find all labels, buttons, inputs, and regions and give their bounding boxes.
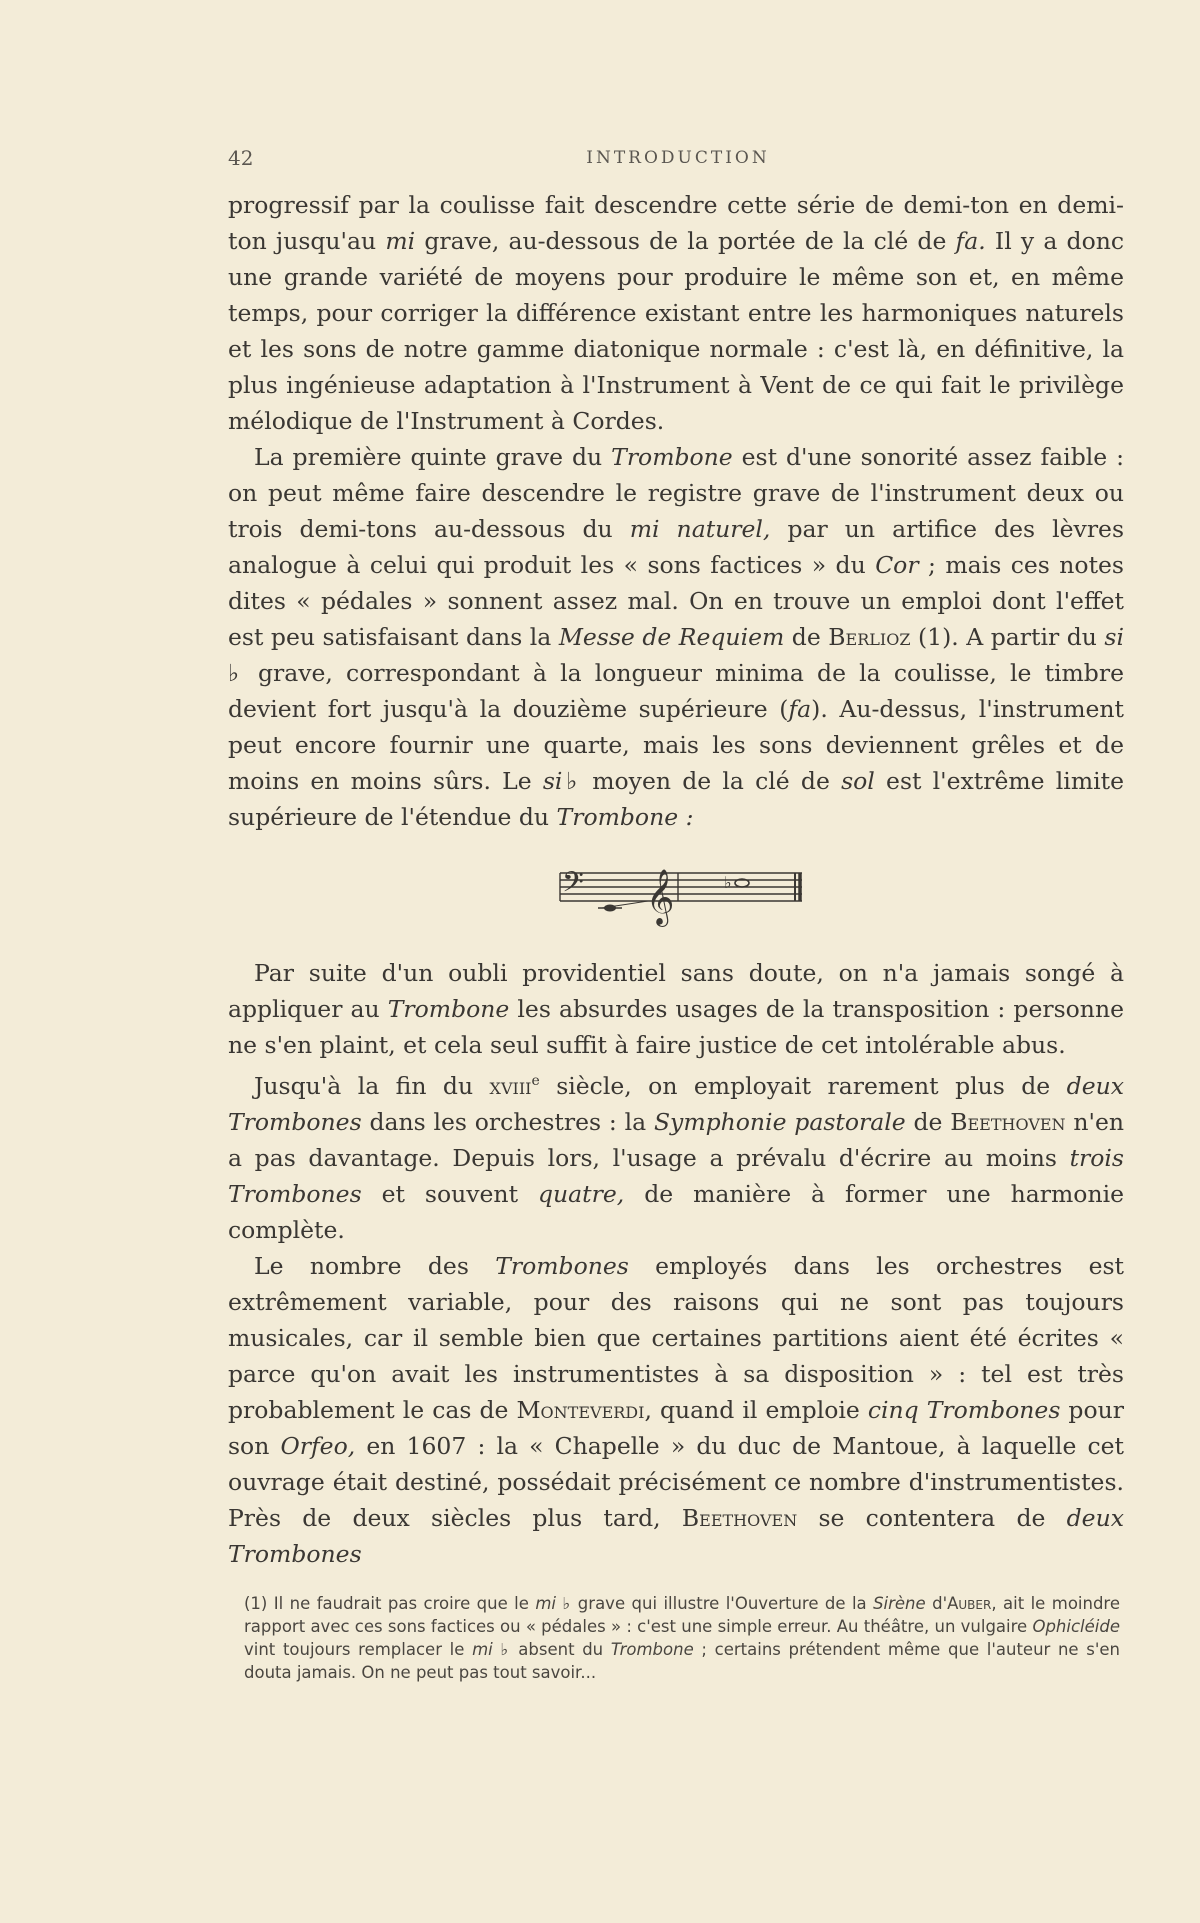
page-header — [228, 146, 1128, 176]
page-number: 42 — [228, 146, 254, 170]
running-title: INTRODUCTION — [586, 148, 770, 168]
paragraph-1: progressif par la coulisse fait descendre cette série de demi-ton en demi-ton jusqu'au mi grave, au-dessous de la portée de la clé de fa. Il y a donc une grande variété de moyens pour produire le même son et, en même temps, pour corriger la différence existant entre les harmoniques naturels et les sons de notre gamme diatonique normale : c'est là, en définitive, la plus ingénieuse adaptation à l'Instrument à Vent de ce qui fait le privilège mélodique de l'Instrument à Cordes. — [228, 191, 1125, 435]
musical-staff-icon — [540, 855, 810, 931]
paragraph-4: Jusqu'à la fin du xviii$^e$ siècle, on employait rarement plus de deux Trombones dans les orchestres : la Symphonie pastorale de Beethoven n'en a pas davantage. Depuis lors, l'usage a prévalu d'écrire au moins trois Trombones et souvent quatre, de manière à former une harmonie complète. — [228, 1071, 1125, 1244]
svg-text:𝄞: 𝄞 — [646, 869, 675, 925]
music-example — [228, 847, 1124, 941]
svg-text:♭: ♭ — [724, 873, 732, 892]
svg-text:𝄢: 𝄢 — [562, 866, 584, 906]
paragraph-5: Le nombre des Trombones employés dans les orchestres est extrêmement variable, pour des raisons qui ne sont pas toujours musicales, car il semble bien que certaines partitions aient été écrites « parce qu'on avait les instrumentistes à sa disposition » : tel est très probablement le cas de Monteverdi, quand il emploie cinq Trombones pour son Orfeo, en 1607 : la « Chapelle » du duc de Mantoue, à laquelle cet ouvrage était destiné, possédait précisément ce nombre d'instrumentistes. Près de deux siècles plus tard, Beethoven se contentera de deux Trombones — [228, 1251, 1124, 1568]
paragraph-3: Par suite d'un oubli providentiel sans doute, on n'a jamais songé à appliquer au Trombone les absurdes usages de la transposition : personne ne s'en plaint, et cela seul suffit à faire justice de cet intolérable abus. — [228, 959, 1124, 1059]
body-text — [228, 187, 1124, 1572]
footnote: (1) Il ne faudrait pas croire que le mi ♭ grave qui illustre l'Ouverture de la Sirène d'Auber, ait le moindre rapport avec ces sons factices ou « pédales » : c'est une simple erreur. Au théâtre, un vulgaire Ophicléide vint toujours remplacer le mi ♭ absent du Trombone ; certains prétendent même que l'auteur ne s'en douta jamais. On ne peut pas tout savoir... — [244, 1594, 1121, 1682]
paragraph-2: La première quinte grave du Trombone est d'une sonorité assez faible : on peut même faire descendre le registre grave de l'instrument deux ou trois demi-tons au-dessous du mi naturel, par un artifice des lèvres analogue à celui qui produit les « sons factices » du Cor ; mais ces notes dites « pédales » sonnent assez mal. On en trouve un emploi dont l'effet est peu satisfaisant dans la Messe de Requiem de Berlioz (1). A partir du si ♭ grave, correspondant à la longueur minima de la coulisse, le timbre devient fort jusqu'à la douzième supérieure (fa). Au-dessus, l'instrument peut encore fournir une quarte, mais les sons deviennent grêles et de moins en moins sûrs. Le si♭ moyen de la clé de sol est l'extrême limite supérieure de l'étendue du Trombone : — [228, 443, 1125, 831]
